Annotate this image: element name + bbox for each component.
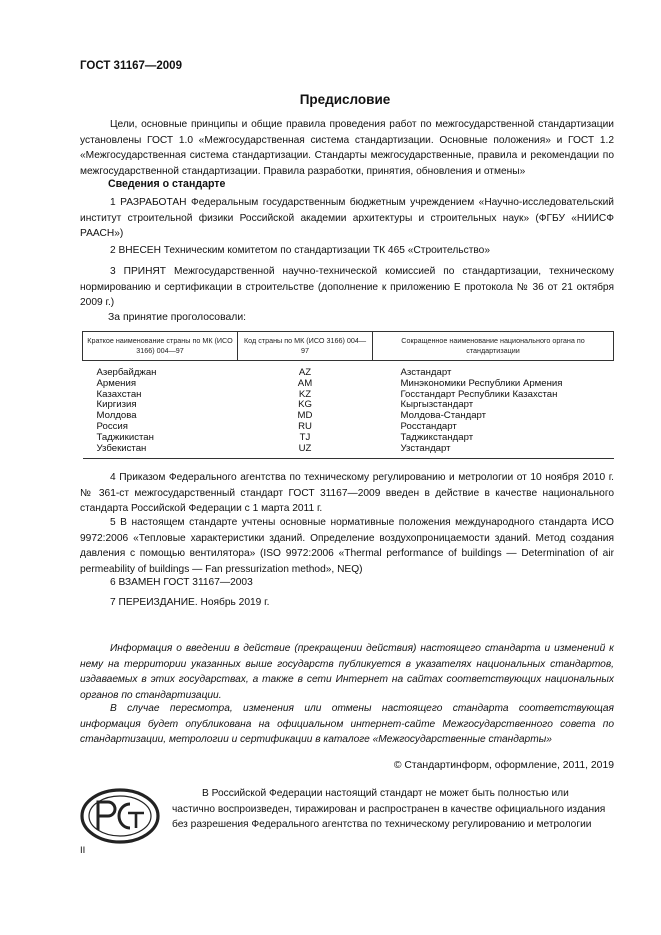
item-1-paragraph: 1 РАЗРАБОТАН Федеральным государственным бюджетным учреждением «Научно-исследовательский институт строительной физики Российской академии архитектуры и строительных наук» (ФГБУ «НИИСФ РААСН») xyxy=(80,197,614,240)
item-7-paragraph: 7 ПЕРЕИЗДАНИЕ. Ноябрь 2019 г. xyxy=(110,597,270,608)
table-cell-country: Киргизия xyxy=(96,399,137,411)
rst-logo-icon xyxy=(78,786,162,846)
notice-paragraph-2: В случае пересмотра, изменения или отмены настоящего стандарта соответствующая информация будет опубликована на официальном интернет-сайте Межгосударственного совета по стандартизации, метрологии и сертификации в каталоге «Межгосударственные стандарты» xyxy=(80,703,614,746)
table-cell-code: UZ xyxy=(298,442,312,454)
table-cell-code: MD xyxy=(297,410,313,422)
table-cell-country: Молдова xyxy=(96,410,137,422)
table-cell-code: TJ xyxy=(299,431,311,443)
rf-reproduction-notice: В Российской Федерации настоящий стандарт не может быть полностью или частично воспроизведен, тиражирован и распространен в качестве официального издания без разрешения Федерального агентства по техническому регулированию и метрологии xyxy=(172,788,606,831)
table-cell-organization: Таджикстандарт xyxy=(400,431,474,443)
notice-paragraph-1: Информация о введении в действие (прекращении действия) настоящего стандарта и изменений к нему на территории указанных выше государств публикуется в указателях национальных стандартов, издаваемых в этих государствах, а также в сети Интернет на сайтах соответствующих национальных органов по стандартизации. xyxy=(80,643,614,701)
table-cell-organization: Минэкономики Республики Армения xyxy=(400,377,563,389)
voted-label: За принятие проголосовали: xyxy=(108,312,247,323)
table-row xyxy=(83,444,614,459)
table-cell-organization: Молдова-Стандарт xyxy=(400,410,487,422)
table-header-country: Краткое наименование страны по МК (ИСО 3166) 004—97 xyxy=(83,332,238,361)
table-cell-code: KG xyxy=(298,399,312,411)
item-3-paragraph: 3 ПРИНЯТ Межгосударственной научно-технической комиссией по стандартизации, техническому нормированию и сертификации в строительстве (дополнение к приложению Е протокола № 36 от 21 октября 2009 г.) xyxy=(80,266,614,309)
item-5-paragraph: 5 В настоящем стандарте учтены основные нормативные положения международного стандарта ИСО 9972:2006 «Тепловые характеристики зданий. Определение воздухопроницаемости зданий. Метод создания давления с помощью вентилятора» (ISO 9972:2006 «Thermal performance of buildings — Determination of air permeability of buildings — Fan pressurization method», NEQ) xyxy=(80,517,614,575)
table-row xyxy=(83,361,614,379)
table-cell-country: Узбекистан xyxy=(96,442,147,454)
table-cell-organization: Госстандарт Республики Казахстан xyxy=(400,388,558,400)
table-cell-organization: Азстандарт xyxy=(400,367,452,378)
table-cell-country: Армения xyxy=(96,377,137,389)
document-id: ГОСТ 31167—2009 xyxy=(80,60,182,72)
copyright-text: © Стандартинформ, оформление, 2011, 2019 xyxy=(393,760,614,771)
table-row xyxy=(83,400,614,411)
table-row xyxy=(83,411,614,422)
table-cell-code: RU xyxy=(298,420,312,432)
table-row xyxy=(83,422,614,433)
table-cell-country: Таджикистан xyxy=(96,431,154,443)
voting-table xyxy=(82,331,614,459)
item-6-paragraph: 6 ВЗАМЕН ГОСТ 31167—2003 xyxy=(110,577,253,588)
page-title: Предисловие xyxy=(299,92,391,107)
table-cell-country: Россия xyxy=(96,420,128,432)
table-cell-organization: Кыргызстандарт xyxy=(400,399,474,411)
table-cell-code: AZ xyxy=(298,367,312,378)
table-header-organization: Сокращенное наименование национального органа по стандартизации xyxy=(373,332,614,361)
intro-paragraph: Цели, основные принципы и общие правила проведения работ по межгосударственной стандартизации установлены ГОСТ 1.0 «Межгосударственная система стандартизации. Основные положения» и ГОСТ 1.2 «Межгосударственная система стандартизации. Стандарты межгосударственные, правила и рекомендации по межгосударственной стандартизации. Правила разработки, принятия, обновления и отмены» xyxy=(80,119,614,177)
table-cell-country: Казахстан xyxy=(96,388,142,400)
table-cell-organization: Узстандарт xyxy=(400,442,451,454)
table-cell-code: AM xyxy=(297,377,313,389)
table-row xyxy=(83,379,614,390)
table-row xyxy=(83,433,614,444)
section-heading: Сведения о стандарте xyxy=(108,178,226,190)
table-cell-code: KZ xyxy=(298,388,312,400)
table-row xyxy=(83,390,614,401)
table-cell-organization: Росстандарт xyxy=(400,420,457,432)
table-header-code: Код страны по МК (ИСО 3166) 004—97 xyxy=(238,332,373,361)
item-2-paragraph: 2 ВНЕСЕН Техническим комитетом по стандартизации ТК 465 «Строительство» xyxy=(110,245,490,256)
table-cell-country: Азербайджан xyxy=(96,367,157,378)
page-number: II xyxy=(80,845,86,856)
item-4-paragraph: 4 Приказом Федерального агентства по техническому регулированию и метрологии от 10 ноября 2010 г. № 361-ст межгосударственный стандарт ГОСТ 31167—2009 введен в действие в качестве национального стандарта Российской Федерации с 1 марта 2011 г. xyxy=(80,472,614,515)
table-header-row xyxy=(83,332,614,361)
